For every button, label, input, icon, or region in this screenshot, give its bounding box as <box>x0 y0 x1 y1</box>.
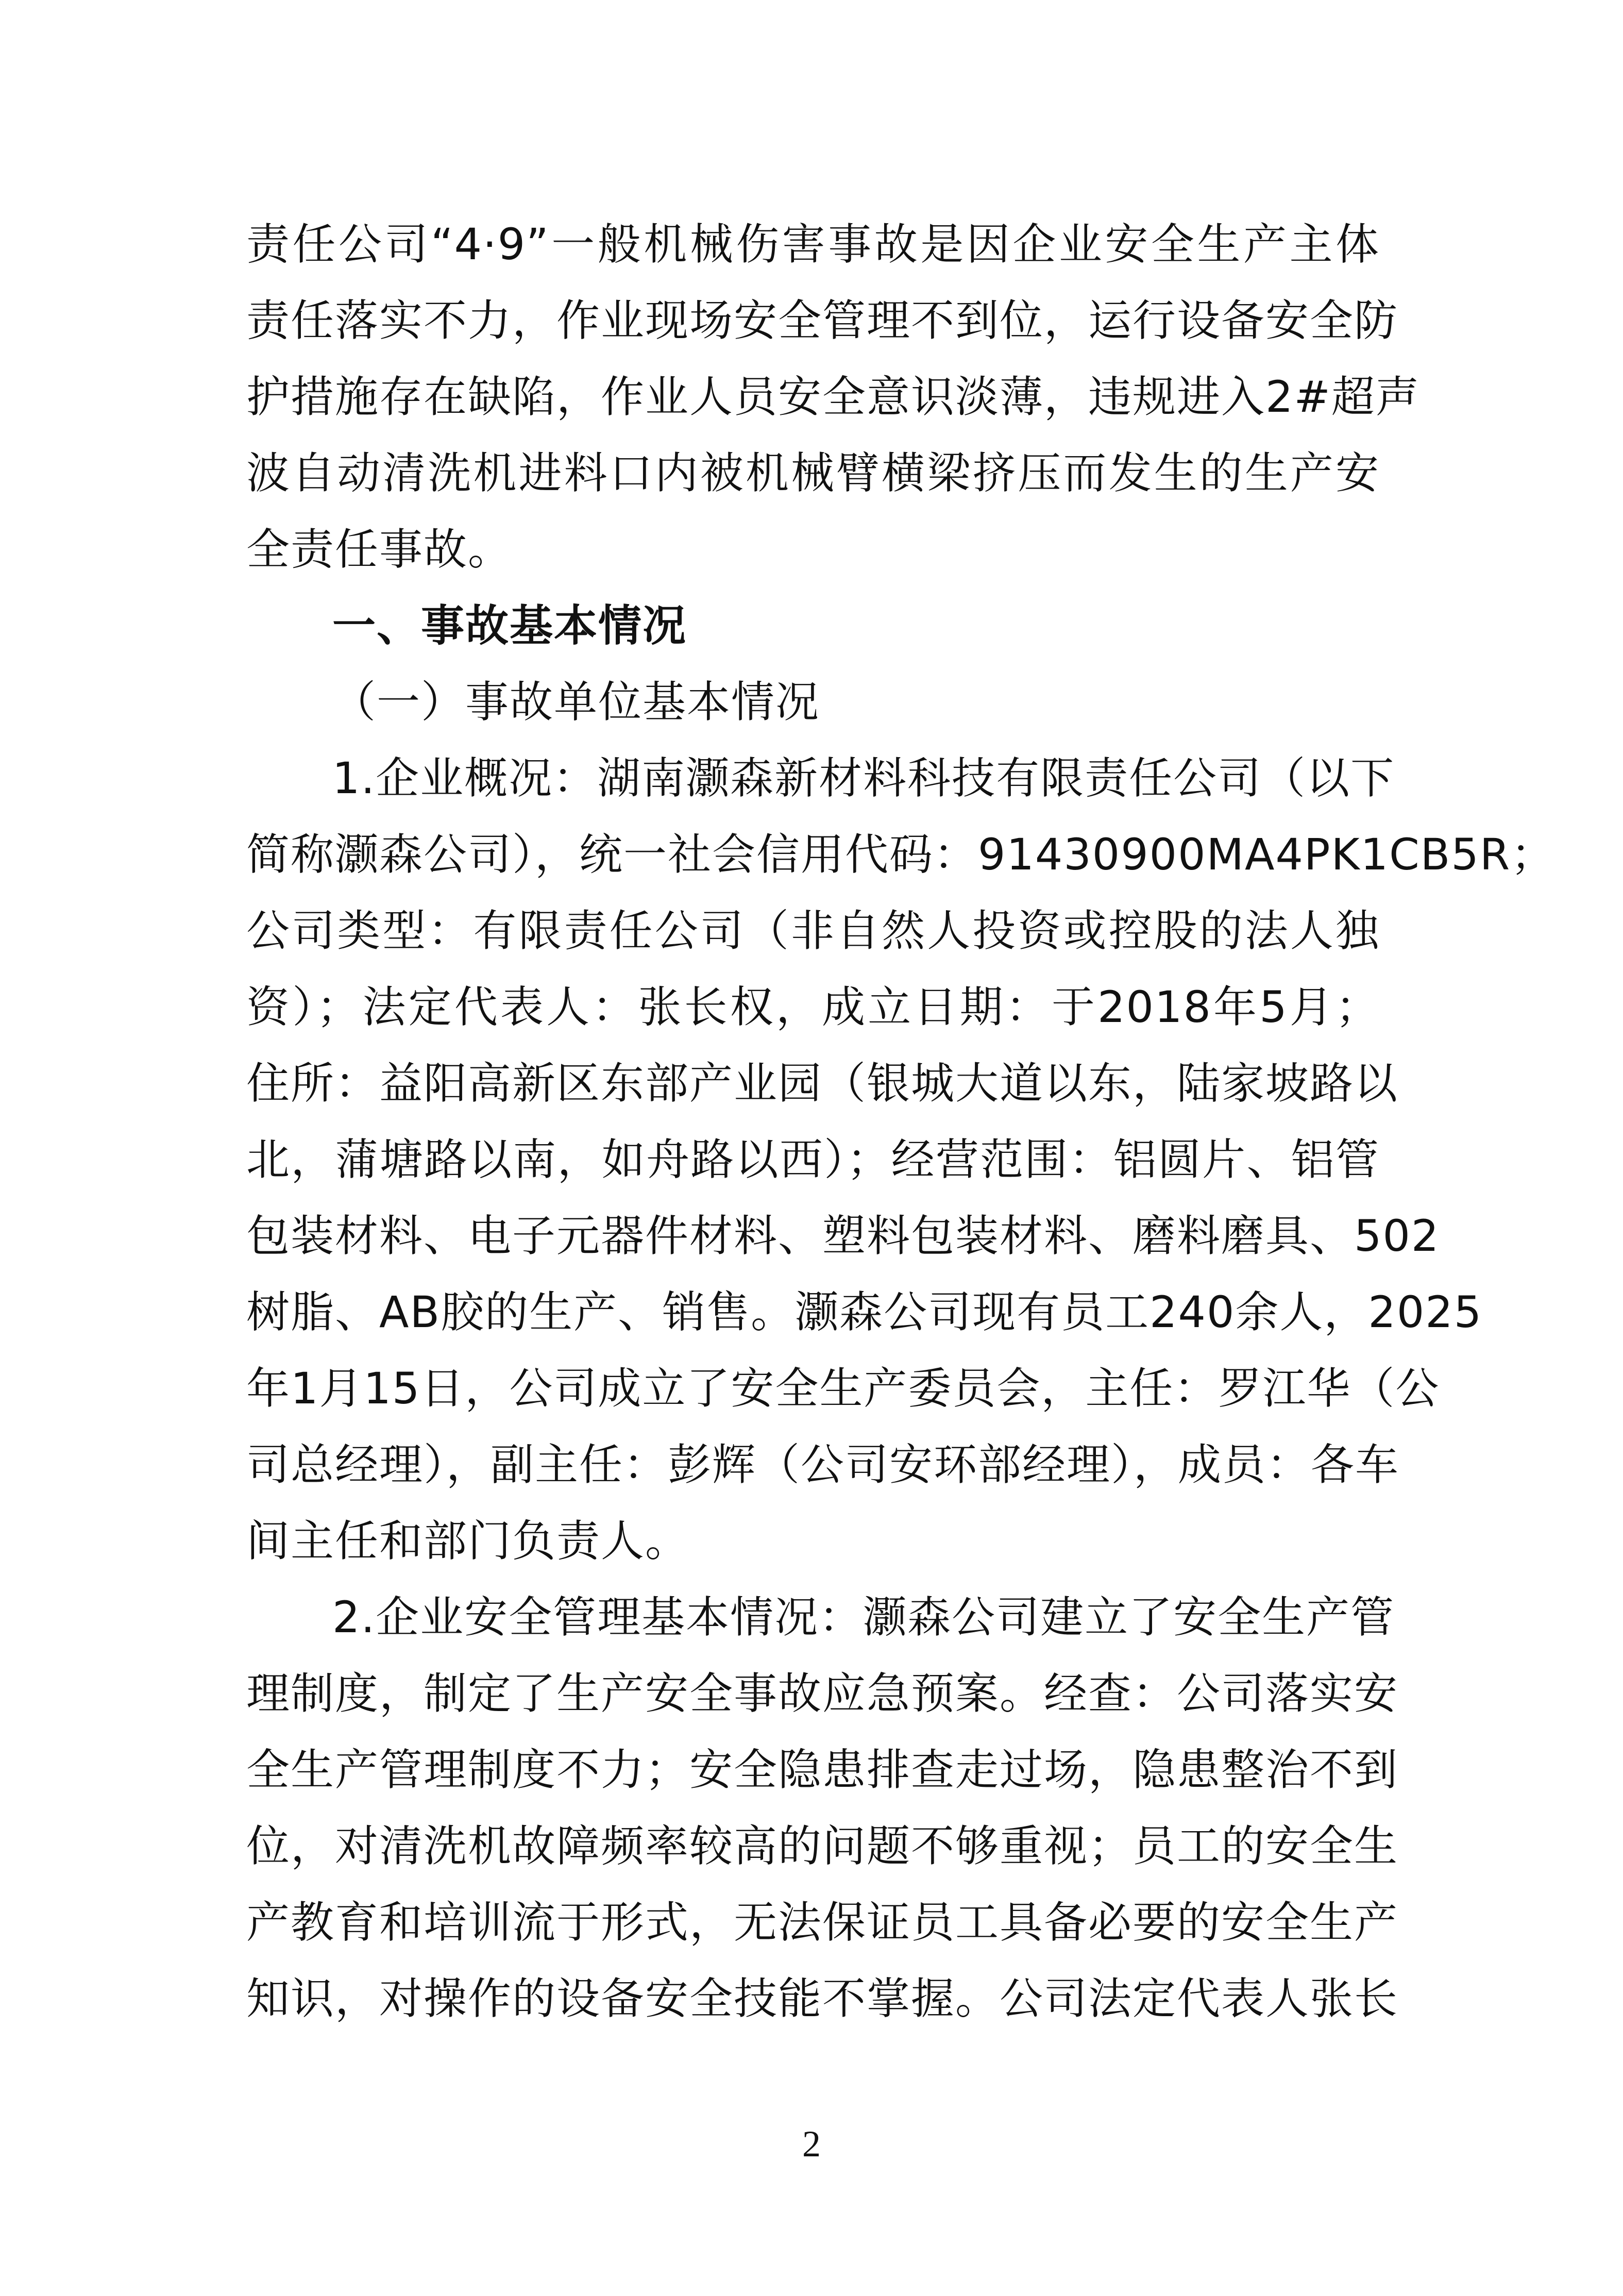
body-text-line: 位，对清洗机故障频率较高的问题不够重视；员工的安全生 <box>246 1821 1399 1871</box>
body-text-line: 1.企业概况：湖南灏森新材料科技有限责任公司（以下 <box>332 753 1395 803</box>
body-text-line: 树脂、AB胶的生产、销售。灏森公司现有员工240余人，2025 <box>246 1287 1483 1337</box>
body-text-line: 理制度，制定了生产安全事故应急预案。经查：公司落实安 <box>246 1668 1399 1719</box>
body-text-line: 年1月15日，公司成立了安全生产委员会，主任：罗江华（公 <box>246 1363 1440 1414</box>
body-text-line: 公司类型：有限责任公司（非自然人投资或控股的法人独 <box>246 906 1380 956</box>
body-text-line: 北，蒲塘路以南，如舟路以西）；经营范围：铝圆片、铝管 <box>246 1134 1380 1185</box>
body-text-line: 间主任和部门负责人。 <box>246 1516 690 1566</box>
body-text-line: 知识，对操作的设备安全技能不掌握。公司法定代表人张长 <box>246 1973 1399 2024</box>
page-number: 2 <box>802 2123 821 2165</box>
body-text-line: 资）；法定代表人：张长权，成立日期：于2018年5月； <box>246 982 1380 1032</box>
body-text-line: 全生产管理制度不力；安全隐患排查走过场，隐患整治不到 <box>246 1745 1399 1795</box>
body-text-line: 责任公司“4·9”一般机械伤害事故是因企业安全生产主体 <box>246 219 1380 270</box>
subsection-heading: （一）事故单位基本情况 <box>332 677 820 727</box>
body-text-line: 简称灏森公司），统一社会信用代码：91430900MA4PK1CB5R； <box>246 829 1556 880</box>
body-text-line: 住所：益阳高新区东部产业园（银城大道以东，陆家坡路以 <box>246 1058 1399 1109</box>
body-text-line: 产教育和培训流于形式，无法保证员工具备必要的安全生产 <box>246 1897 1399 1948</box>
body-text-line: 全责任事故。 <box>246 524 513 575</box>
body-text-line: 2.企业安全管理基本情况：灏森公司建立了安全生产管 <box>332 1592 1395 1643</box>
section-heading: 一、事故基本情况 <box>332 600 687 651</box>
body-text-line: 责任落实不力，作业现场安全管理不到位，运行设备安全防 <box>246 295 1399 346</box>
body-text-line: 护措施存在缺陷，作业人员安全意识淡薄，违规进入2#超声 <box>246 372 1420 422</box>
body-text-line: 波自动清洗机进料口内被机械臂横梁挤压而发生的生产安 <box>246 448 1380 498</box>
body-text-line: 司总经理），副主任：彭辉（公司安环部经理），成员：各车 <box>246 1439 1400 1490</box>
body-text-line: 包装材料、电子元器件材料、塑料包装材料、磨料磨具、502 <box>246 1211 1440 1261</box>
